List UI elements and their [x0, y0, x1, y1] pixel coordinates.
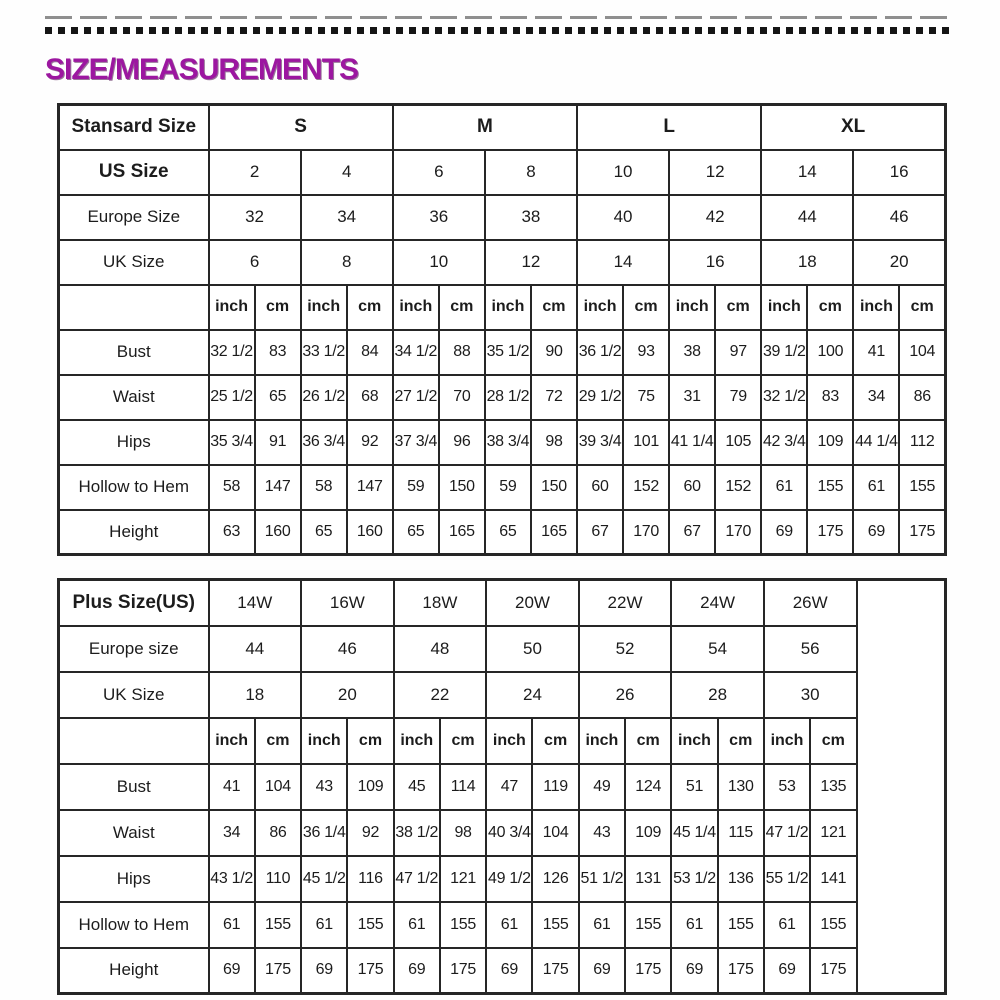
- measurement-value: 109: [347, 764, 393, 810]
- unit-cell: cm: [440, 718, 486, 764]
- unit-row-empty-label: [59, 285, 209, 330]
- measurement-value: 135: [810, 764, 856, 810]
- measurement-value: 47: [486, 764, 532, 810]
- region-size-value: 20: [853, 240, 945, 285]
- region-size-row: [59, 150, 946, 195]
- measurement-value: 67: [669, 510, 715, 555]
- measurement-value: 175: [807, 510, 853, 555]
- region-size-value: 44: [209, 626, 302, 672]
- measurement-label: Bust: [59, 764, 209, 810]
- region-label: UK Size: [59, 240, 209, 285]
- unit-cell: inch: [209, 285, 255, 330]
- measurement-value: 53: [764, 764, 810, 810]
- measurement-value: 150: [439, 465, 485, 510]
- measurement-value: 25 1/2: [209, 375, 255, 420]
- measurement-value: 38 3/4: [485, 420, 531, 465]
- unit-cell: inch: [579, 718, 625, 764]
- region-size-value: 2: [209, 150, 301, 195]
- region-size-value: 12: [485, 240, 577, 285]
- measurement-value: 47 1/2: [394, 856, 440, 902]
- region-size-value: 50: [486, 626, 579, 672]
- measurement-value: 58: [301, 465, 347, 510]
- region-label: UK Size: [59, 672, 209, 718]
- unit-cell: inch: [393, 285, 439, 330]
- region-size-value: 14: [761, 150, 853, 195]
- measurement-value: 155: [810, 902, 856, 948]
- measurement-value: 45: [394, 764, 440, 810]
- measurement-label: Hips: [59, 420, 209, 465]
- measurement-value: 69: [761, 510, 807, 555]
- size-name-cell: XL: [761, 105, 945, 150]
- region-size-value: 12: [669, 150, 761, 195]
- unit-cell: cm: [899, 285, 945, 330]
- unit-cell: inch: [577, 285, 623, 330]
- measurement-value: 44 1/4: [853, 420, 899, 465]
- measurement-label: Hips: [59, 856, 209, 902]
- measurement-value: 45 1/2: [301, 856, 347, 902]
- measurement-value: 51: [671, 764, 717, 810]
- measurement-value: 92: [347, 420, 393, 465]
- measurement-value: 121: [810, 810, 856, 856]
- measurement-value: 38: [669, 330, 715, 375]
- measurement-value: 104: [532, 810, 578, 856]
- unit-cell: inch: [486, 718, 532, 764]
- measurement-value: 75: [623, 375, 669, 420]
- measurement-row: [59, 510, 946, 555]
- region-size-value: 6: [393, 150, 485, 195]
- measurement-value: 155: [899, 465, 945, 510]
- measurement-value: 175: [532, 948, 578, 994]
- measurement-value: 124: [625, 764, 671, 810]
- region-size-value: 10: [393, 240, 485, 285]
- measurement-value: 160: [347, 510, 393, 555]
- measurement-value: 35 1/2: [485, 330, 531, 375]
- measurement-value: 39 1/2: [761, 330, 807, 375]
- region-size-value: 20: [301, 672, 394, 718]
- size-name-cell: 18W: [394, 580, 487, 626]
- measurement-value: 109: [625, 810, 671, 856]
- measurement-value: 130: [718, 764, 764, 810]
- measurement-value: 155: [347, 902, 393, 948]
- unit-cell: cm: [715, 285, 761, 330]
- size-name-cell: 14W: [209, 580, 302, 626]
- unit-cell: inch: [853, 285, 899, 330]
- measurement-row: [59, 375, 946, 420]
- measurement-value: 155: [255, 902, 301, 948]
- measurement-value: 53 1/2: [671, 856, 717, 902]
- region-label: Europe size: [59, 626, 209, 672]
- measurement-value: 65: [301, 510, 347, 555]
- size-header-row: [59, 105, 946, 150]
- region-size-value: 30: [764, 672, 857, 718]
- region-size-value: 18: [761, 240, 853, 285]
- region-size-value: 36: [393, 195, 485, 240]
- measurement-value: 160: [255, 510, 301, 555]
- measurement-value: 90: [531, 330, 577, 375]
- region-size-value: 16: [669, 240, 761, 285]
- size-system-label: Plus Size(US): [59, 580, 209, 626]
- unit-cell: cm: [531, 285, 577, 330]
- measurement-value: 126: [532, 856, 578, 902]
- size-name-cell: 22W: [579, 580, 672, 626]
- measurement-value: 112: [899, 420, 945, 465]
- unit-cell: cm: [255, 285, 301, 330]
- measurement-value: 88: [439, 330, 485, 375]
- unit-cell: cm: [718, 718, 764, 764]
- unit-cell: inch: [394, 718, 440, 764]
- measurement-value: 69: [301, 948, 347, 994]
- measurement-value: 69: [853, 510, 899, 555]
- measurement-value: 100: [807, 330, 853, 375]
- measurement-value: 34 1/2: [393, 330, 439, 375]
- unit-row: [59, 285, 946, 330]
- measurement-value: 68: [347, 375, 393, 420]
- measurement-value: 43 1/2: [209, 856, 255, 902]
- measurement-value: 43: [579, 810, 625, 856]
- measurement-value: 69: [579, 948, 625, 994]
- measurement-value: 91: [255, 420, 301, 465]
- measurement-value: 86: [255, 810, 301, 856]
- region-size-value: 6: [209, 240, 301, 285]
- unit-cell: cm: [347, 718, 393, 764]
- measurement-value: 31: [669, 375, 715, 420]
- measurement-value: 37 3/4: [393, 420, 439, 465]
- measurement-value: 61: [853, 465, 899, 510]
- region-size-value: 14: [577, 240, 669, 285]
- measurement-value: 69: [764, 948, 810, 994]
- measurement-value: 28 1/2: [485, 375, 531, 420]
- measurement-value: 98: [531, 420, 577, 465]
- measurement-value: 165: [439, 510, 485, 555]
- measurement-value: 36 1/2: [577, 330, 623, 375]
- page-title: SIZE/MEASUREMENTS: [45, 53, 359, 86]
- measurement-value: 116: [347, 856, 393, 902]
- measurement-value: 175: [718, 948, 764, 994]
- measurement-value: 175: [899, 510, 945, 555]
- region-size-value: 40: [577, 195, 669, 240]
- measurement-value: 38 1/2: [394, 810, 440, 856]
- measurement-value: 41: [209, 764, 255, 810]
- measurement-value: 83: [807, 375, 853, 420]
- region-size-value: 32: [209, 195, 301, 240]
- unit-cell: inch: [301, 718, 347, 764]
- measurement-value: 175: [810, 948, 856, 994]
- measurement-value: 36 3/4: [301, 420, 347, 465]
- measurement-value: 104: [255, 764, 301, 810]
- measurement-value: 49: [579, 764, 625, 810]
- measurement-value: 65: [255, 375, 301, 420]
- measurement-value: 170: [623, 510, 669, 555]
- measurement-value: 29 1/2: [577, 375, 623, 420]
- measurement-value: 131: [625, 856, 671, 902]
- region-size-value: 22: [394, 672, 487, 718]
- size-name-cell: L: [577, 105, 761, 150]
- measurement-value: 96: [439, 420, 485, 465]
- measurement-value: 105: [715, 420, 761, 465]
- measurement-value: 63: [209, 510, 255, 555]
- measurement-row: [59, 420, 946, 465]
- region-size-row: [59, 240, 946, 285]
- measurement-value: 155: [625, 902, 671, 948]
- dashed-divider-gray: [45, 16, 950, 19]
- measurement-value: 45 1/4: [671, 810, 717, 856]
- measurement-value: 110: [255, 856, 301, 902]
- measurement-value: 41 1/4: [669, 420, 715, 465]
- measurement-label: Hollow to Hem: [59, 465, 209, 510]
- region-size-value: 44: [761, 195, 853, 240]
- measurement-value: 175: [255, 948, 301, 994]
- size-name-cell: S: [209, 105, 393, 150]
- unit-cell: cm: [810, 718, 856, 764]
- measurement-value: 69: [394, 948, 440, 994]
- measurement-value: 49 1/2: [486, 856, 532, 902]
- unit-row: [59, 718, 946, 764]
- measurement-label: Waist: [59, 375, 209, 420]
- unit-cell: inch: [764, 718, 810, 764]
- measurement-value: 155: [807, 465, 853, 510]
- measurement-value: 61: [486, 902, 532, 948]
- measurement-row: [59, 856, 946, 902]
- measurement-value: 61: [579, 902, 625, 948]
- measurement-value: 61: [301, 902, 347, 948]
- region-size-value: 46: [301, 626, 394, 672]
- unit-cell: inch: [209, 718, 255, 764]
- measurement-value: 84: [347, 330, 393, 375]
- measurement-value: 115: [718, 810, 764, 856]
- measurement-label: Bust: [59, 330, 209, 375]
- measurement-value: 39 3/4: [577, 420, 623, 465]
- measurement-label: Height: [59, 510, 209, 555]
- measurement-value: 70: [439, 375, 485, 420]
- measurement-value: 155: [532, 902, 578, 948]
- region-size-value: 46: [853, 195, 945, 240]
- measurement-value: 150: [531, 465, 577, 510]
- region-size-row: [59, 626, 946, 672]
- measurement-value: 27 1/2: [393, 375, 439, 420]
- unit-cell: cm: [439, 285, 485, 330]
- measurement-value: 60: [577, 465, 623, 510]
- measurement-value: 32 1/2: [761, 375, 807, 420]
- region-size-row: [59, 195, 946, 240]
- unit-cell: cm: [532, 718, 578, 764]
- region-size-value: 18: [209, 672, 302, 718]
- size-name-cell: M: [393, 105, 577, 150]
- region-size-value: 34: [301, 195, 393, 240]
- measurement-row: [59, 764, 946, 810]
- measurement-value: 58: [209, 465, 255, 510]
- measurement-row: [59, 948, 946, 994]
- measurement-value: 35 3/4: [209, 420, 255, 465]
- measurement-value: 41: [853, 330, 899, 375]
- size-name-cell: 16W: [301, 580, 394, 626]
- measurement-value: 104: [899, 330, 945, 375]
- measurement-value: 69: [209, 948, 255, 994]
- measurement-value: 86: [899, 375, 945, 420]
- measurement-value: 98: [440, 810, 486, 856]
- measurement-value: 119: [532, 764, 578, 810]
- measurement-value: 121: [440, 856, 486, 902]
- measurement-value: 59: [393, 465, 439, 510]
- measurement-value: 51 1/2: [579, 856, 625, 902]
- measurement-value: 26 1/2: [301, 375, 347, 420]
- measurement-value: 34: [209, 810, 255, 856]
- measurement-value: 141: [810, 856, 856, 902]
- measurement-value: 65: [485, 510, 531, 555]
- measurement-value: 152: [715, 465, 761, 510]
- measurement-label: Hollow to Hem: [59, 902, 209, 948]
- measurement-value: 175: [440, 948, 486, 994]
- region-label: US Size: [59, 150, 209, 195]
- measurement-value: 170: [715, 510, 761, 555]
- size-header-row: [59, 580, 946, 626]
- measurement-value: 55 1/2: [764, 856, 810, 902]
- measurement-value: 47 1/2: [764, 810, 810, 856]
- empty-right-column: [857, 580, 946, 994]
- region-size-value: 16: [853, 150, 945, 195]
- region-size-value: 56: [764, 626, 857, 672]
- region-size-value: 8: [485, 150, 577, 195]
- unit-cell: cm: [623, 285, 669, 330]
- size-system-label: Stansard Size: [59, 105, 209, 150]
- region-size-value: 8: [301, 240, 393, 285]
- measurement-value: 175: [347, 948, 393, 994]
- region-size-row: [59, 672, 946, 718]
- measurement-value: 40 3/4: [486, 810, 532, 856]
- measurement-row: [59, 330, 946, 375]
- measurement-value: 97: [715, 330, 761, 375]
- dotted-divider-black: [45, 27, 950, 34]
- measurement-value: 61: [761, 465, 807, 510]
- region-size-value: 42: [669, 195, 761, 240]
- measurement-value: 67: [577, 510, 623, 555]
- measurement-value: 155: [440, 902, 486, 948]
- measurement-row: [59, 902, 946, 948]
- measurement-value: 93: [623, 330, 669, 375]
- region-size-value: 48: [394, 626, 487, 672]
- measurement-value: 32 1/2: [209, 330, 255, 375]
- measurement-value: 60: [669, 465, 715, 510]
- region-size-value: 26: [579, 672, 672, 718]
- measurement-value: 61: [764, 902, 810, 948]
- measurement-row: [59, 465, 946, 510]
- unit-cell: cm: [255, 718, 301, 764]
- measurement-value: 43: [301, 764, 347, 810]
- unit-cell: inch: [301, 285, 347, 330]
- measurement-value: 175: [625, 948, 671, 994]
- unit-row-empty-label: [59, 718, 209, 764]
- unit-cell: cm: [807, 285, 853, 330]
- measurement-value: 65: [393, 510, 439, 555]
- measurement-value: 136: [718, 856, 764, 902]
- size-name-cell: 24W: [671, 580, 764, 626]
- measurement-value: 147: [347, 465, 393, 510]
- measurement-value: 155: [718, 902, 764, 948]
- measurement-value: 36 1/4: [301, 810, 347, 856]
- measurement-label: Height: [59, 948, 209, 994]
- region-size-value: 54: [671, 626, 764, 672]
- standard-size-table: [57, 103, 947, 556]
- measurement-value: 59: [485, 465, 531, 510]
- plus-size-table: [57, 578, 947, 995]
- measurement-value: 101: [623, 420, 669, 465]
- measurement-value: 109: [807, 420, 853, 465]
- measurement-row: [59, 810, 946, 856]
- measurement-value: 42 3/4: [761, 420, 807, 465]
- unit-cell: cm: [347, 285, 393, 330]
- measurement-value: 69: [671, 948, 717, 994]
- measurement-value: 61: [394, 902, 440, 948]
- measurement-label: Waist: [59, 810, 209, 856]
- measurement-value: 165: [531, 510, 577, 555]
- unit-cell: inch: [761, 285, 807, 330]
- unit-cell: inch: [669, 285, 715, 330]
- region-label: Europe Size: [59, 195, 209, 240]
- measurement-value: 147: [255, 465, 301, 510]
- region-size-value: 24: [486, 672, 579, 718]
- measurement-value: 69: [486, 948, 532, 994]
- measurement-value: 92: [347, 810, 393, 856]
- measurement-value: 34: [853, 375, 899, 420]
- region-size-value: 52: [579, 626, 672, 672]
- measurement-value: 72: [531, 375, 577, 420]
- region-size-value: 10: [577, 150, 669, 195]
- size-name-cell: 26W: [764, 580, 857, 626]
- region-size-value: 28: [671, 672, 764, 718]
- unit-cell: cm: [625, 718, 671, 764]
- measurement-value: 61: [209, 902, 255, 948]
- measurement-value: 33 1/2: [301, 330, 347, 375]
- size-name-cell: 20W: [486, 580, 579, 626]
- measurement-value: 114: [440, 764, 486, 810]
- unit-cell: inch: [671, 718, 717, 764]
- unit-cell: inch: [485, 285, 531, 330]
- measurement-value: 152: [623, 465, 669, 510]
- measurement-value: 83: [255, 330, 301, 375]
- region-size-value: 38: [485, 195, 577, 240]
- measurement-value: 79: [715, 375, 761, 420]
- region-size-value: 4: [301, 150, 393, 195]
- measurement-value: 61: [671, 902, 717, 948]
